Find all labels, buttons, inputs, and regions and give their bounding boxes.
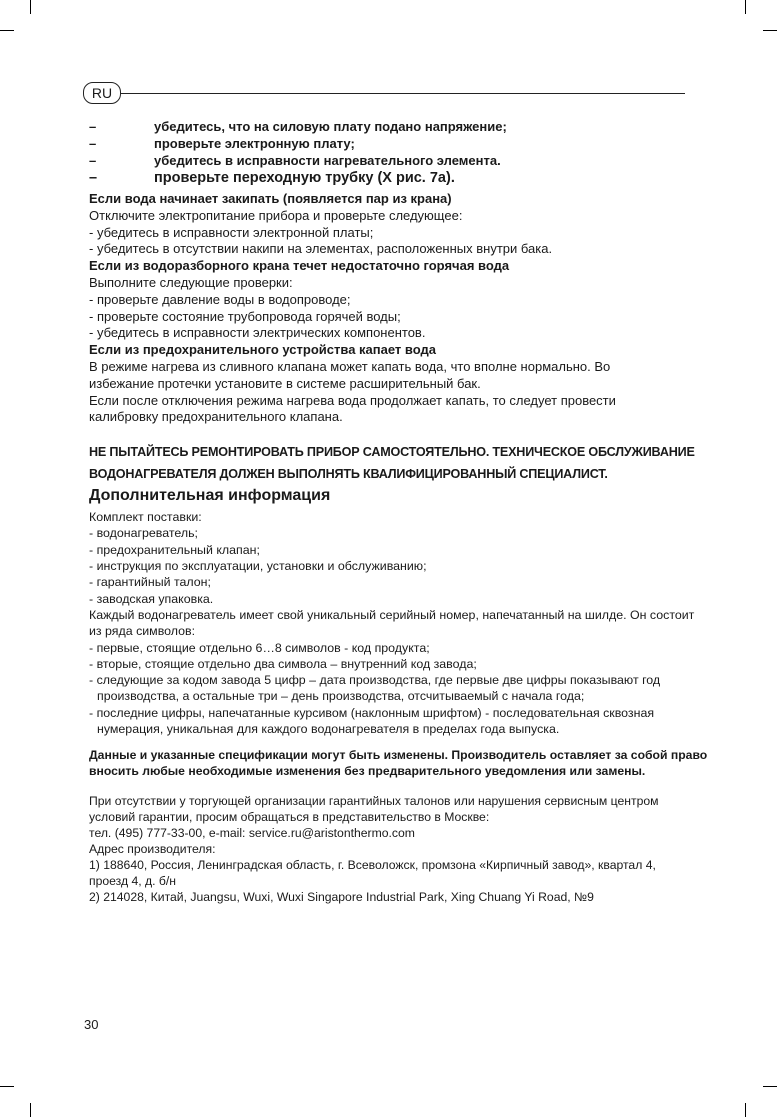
delivery-kit	[89, 509, 689, 607]
dash-marker: –	[89, 153, 97, 168]
kit-line: - гарантийный талон;	[89, 575, 211, 590]
check-item	[89, 135, 689, 152]
header-rule	[121, 93, 685, 94]
troubleshooting-section	[89, 342, 689, 426]
section-title: Если вода начинает закипать (появляется пар из крана)	[89, 191, 452, 206]
section-line: калибровку предохранительного клапана.	[89, 409, 343, 425]
section-line: - убедитесь в исправности электронной платы;	[89, 224, 374, 240]
contacts-block	[89, 793, 689, 905]
dash-marker: –	[89, 136, 97, 151]
crop-mark	[745, 0, 746, 14]
kit-line: Комплект поставки:	[89, 510, 202, 525]
kit-line: - заводская упаковка.	[89, 591, 214, 606]
section-line: Выполните следующие проверки:	[89, 274, 293, 290]
kit-line: - предохранительный клапан;	[89, 542, 260, 557]
serial-number-info	[89, 607, 695, 737]
crop-mark	[763, 1086, 777, 1087]
section-line: - убедитесь в исправности электрических компонентов.	[89, 325, 426, 341]
warning-line: НЕ ПЫТАЙТЕСЬ РЕМОНТИРОВАТЬ ПРИБОР САМОСТОЯТЕЛЬНО. ТЕХНИЧЕСКОЕ ОБСЛУЖИВАНИЕ	[89, 445, 695, 460]
serial-line: нумерация, уникальная для каждого водонагревателя в пределах года выпуска.	[97, 722, 560, 737]
serial-line: - вторые, стоящие отдельно два символа – внутренний код завода;	[89, 656, 477, 671]
warning-line: ВОДОНАГРЕВАТЕЛЯ ДОЛЖЕН ВЫПОЛНЯТЬ КВАЛИФИЦИРОВАННЫЙ СПЕЦИАЛИСТ.	[89, 467, 608, 482]
check-text: убедитесь, что на силовую плату подано напряжение;	[154, 119, 507, 134]
kit-line: - водонагреватель;	[89, 526, 198, 541]
section-line: - проверьте давление воды в водопроводе;	[89, 291, 351, 307]
check-list	[89, 118, 689, 188]
kit-line: - инструкция по эксплуатации, установки и обслуживанию;	[89, 559, 427, 574]
check-item	[89, 169, 689, 188]
note-line: вносить любые необходимые изменения без предварительного уведомления или замены.	[89, 764, 646, 779]
check-item	[89, 118, 689, 135]
contacts-line: При отсутствии у торгующей организации гарантийных талонов или нарушения сервисным центром	[89, 794, 659, 809]
troubleshooting-section	[89, 258, 689, 342]
serial-line: - последние цифры, напечатанные курсивом (наклонным шрифтом) - последовательная сквозная	[89, 705, 655, 720]
contacts-line: 2) 214028, Китай, Juangsu, Wuxi, Wuxi Singapore Industrial Park, Xing Chuang Yi Road, №9	[89, 890, 594, 905]
contacts-line: Адрес производителя:	[89, 842, 216, 857]
troubleshooting-section	[89, 191, 689, 258]
check-text: проверьте электронную плату;	[154, 136, 355, 151]
additional-info-title: Дополнительная информация	[89, 487, 331, 505]
language-badge: RU	[83, 82, 121, 104]
serial-line: производства, а остальные три – день производства, отсчитываемый с начала года;	[97, 689, 585, 704]
section-line: Отключите электропитание прибора и проверьте следующее:	[89, 207, 463, 223]
section-line: В режиме нагрева из сливного клапана может капать вода, что вполне нормально. Во	[89, 358, 611, 374]
serial-line: из ряда символов:	[89, 624, 196, 639]
section-line: - проверьте состояние трубопровода горячей воды;	[89, 308, 401, 324]
page-content	[89, 118, 708, 905]
check-item	[89, 152, 689, 169]
crop-mark	[30, 1103, 31, 1117]
section-title: Если из водоразборного крана течет недостаточно горячая вода	[89, 258, 510, 274]
dash-marker: –	[89, 119, 97, 134]
page-number: 30	[84, 1017, 99, 1032]
serial-line: - следующие за кодом завода 5 цифр – дата производства, где первые две цифры показывают год	[89, 673, 661, 688]
crop-mark	[0, 1086, 14, 1087]
crop-mark	[745, 1103, 746, 1117]
crop-mark	[30, 0, 31, 14]
contacts-line: условий гарантии, просим обращаться в представительство в Москве:	[89, 810, 490, 825]
crop-mark	[0, 30, 14, 31]
dash-marker: –	[89, 170, 98, 186]
serial-line: Каждый водонагреватель имеет свой уникальный серийный номер, напечатанный на шилде. Он состоит	[89, 607, 695, 622]
contacts-line: тел. (495) 777-33-00, e-mail: service.ru@aristonthermo.com	[89, 826, 415, 841]
section-line: - убедитесь в отсутствии накипи на элементах, расположенных внутри бака.	[89, 241, 553, 257]
note-line: Данные и указанные спецификации могут быть изменены. Производитель оставляет за собой право	[89, 748, 708, 763]
crop-mark	[763, 30, 777, 31]
section-title: Если из предохранительного устройства капает вода	[89, 342, 436, 358]
check-text: проверьте переходную трубку (Х рис. 7а).	[154, 170, 455, 186]
repair-warning	[89, 441, 695, 485]
section-line: избежание протечки установите в системе расширительный бак.	[89, 375, 481, 391]
page-header	[83, 82, 685, 106]
spec-change-note	[89, 747, 708, 779]
contacts-line: проезд 4, д. б/н	[89, 874, 177, 889]
contacts-line: 1) 188640, Россия, Ленинградская область, г. Всеволожск, промзона «Кирпичный завод», квартал 4,	[89, 858, 656, 873]
section-line: Если после отключения режима нагрева вода продолжает капать, то следует провести	[89, 392, 616, 408]
check-text: убедитесь в исправности нагревательного элемента.	[154, 153, 501, 168]
serial-line: - первые, стоящие отдельно 6…8 символов - код продукта;	[89, 640, 430, 655]
